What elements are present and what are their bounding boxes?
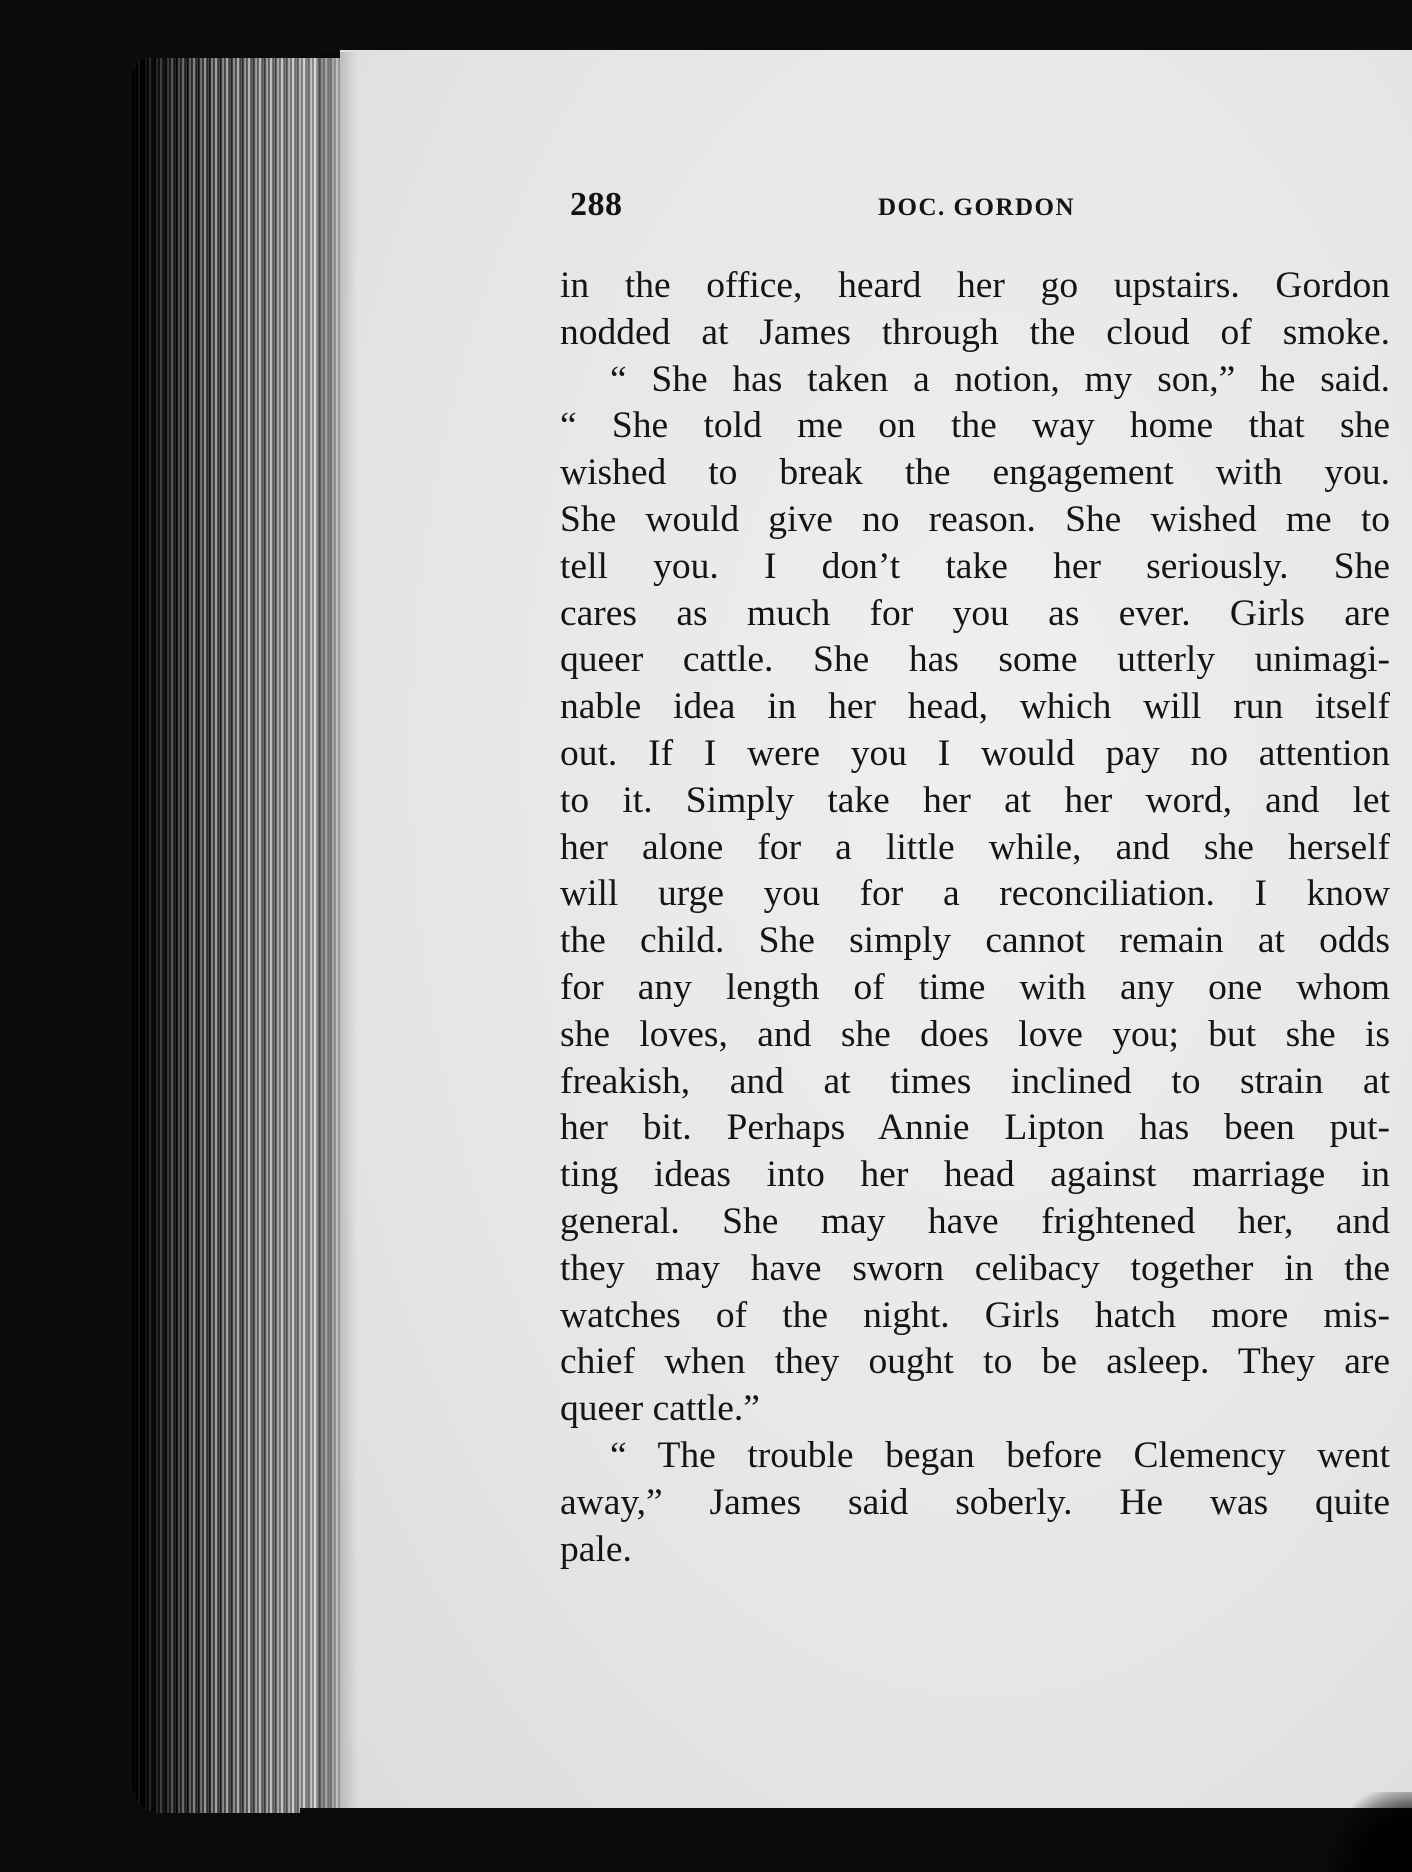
- text-line: her alone for a little while, and she herself: [560, 826, 1390, 868]
- page-number: 288: [570, 186, 623, 223]
- text-line: out. If I were you I would pay no attention: [560, 732, 1390, 774]
- text-line: “ She told me on the way home that she: [560, 405, 1390, 447]
- text-line: freakish, and at times inclined to strain at: [560, 1060, 1390, 1102]
- text-line: ting ideas into her head against marriage in: [560, 1154, 1390, 1196]
- text-line: away,” James said soberly. He was quite: [560, 1481, 1390, 1523]
- text-line: wished to break the engagement with you.: [560, 452, 1390, 494]
- text-line: in the office, heard her go upstairs. Gordon: [560, 265, 1390, 306]
- running-head: [570, 186, 1130, 226]
- text-line: will urge you for a reconciliation. I know: [560, 873, 1390, 915]
- text-line: queer cattle.”: [560, 1388, 760, 1430]
- text-line: queer cattle. She has some utterly unimagi-: [560, 639, 1390, 681]
- text-line: chief when they ought to be asleep. They are: [560, 1341, 1390, 1383]
- gutter-shadow: [318, 52, 358, 1812]
- text-line: pale.: [560, 1528, 632, 1570]
- text-line: they may have sworn celibacy together in the: [560, 1247, 1390, 1289]
- text-line: “ She has taken a notion, my son,” he said.: [610, 358, 1390, 400]
- text-line: for any length of time with any one whom: [560, 966, 1390, 1008]
- text-line: nable idea in her head, which will run itself: [560, 686, 1390, 728]
- text-line: the child. She simply cannot remain at odds: [560, 920, 1390, 962]
- running-title: DOC. GORDON: [878, 194, 1076, 221]
- text-line: to it. Simply take her at her word, and let: [560, 779, 1390, 821]
- text-line: general. She may have frightened her, and: [560, 1200, 1390, 1242]
- text-line: “ The trouble began before Clemency went: [610, 1434, 1390, 1476]
- body-text: [560, 263, 1390, 1573]
- text-line: tell you. I don’t take her seriously. She: [560, 545, 1390, 587]
- text-line: she loves, and she does love you; but she is: [560, 1013, 1390, 1055]
- scan-bottom-edge: [300, 1808, 1412, 1872]
- text-line: nodded at James through the cloud of smoke.: [560, 311, 1390, 353]
- text-line: her bit. Perhaps Annie Lipton has been put-: [560, 1107, 1390, 1149]
- text-line: cares as much for you as ever. Girls are: [560, 592, 1390, 634]
- corner-shadow: [1322, 1792, 1412, 1872]
- text-line: She would give no reason. She wished me to: [560, 498, 1390, 540]
- text-line: watches of the night. Girls hatch more mis-: [560, 1294, 1390, 1336]
